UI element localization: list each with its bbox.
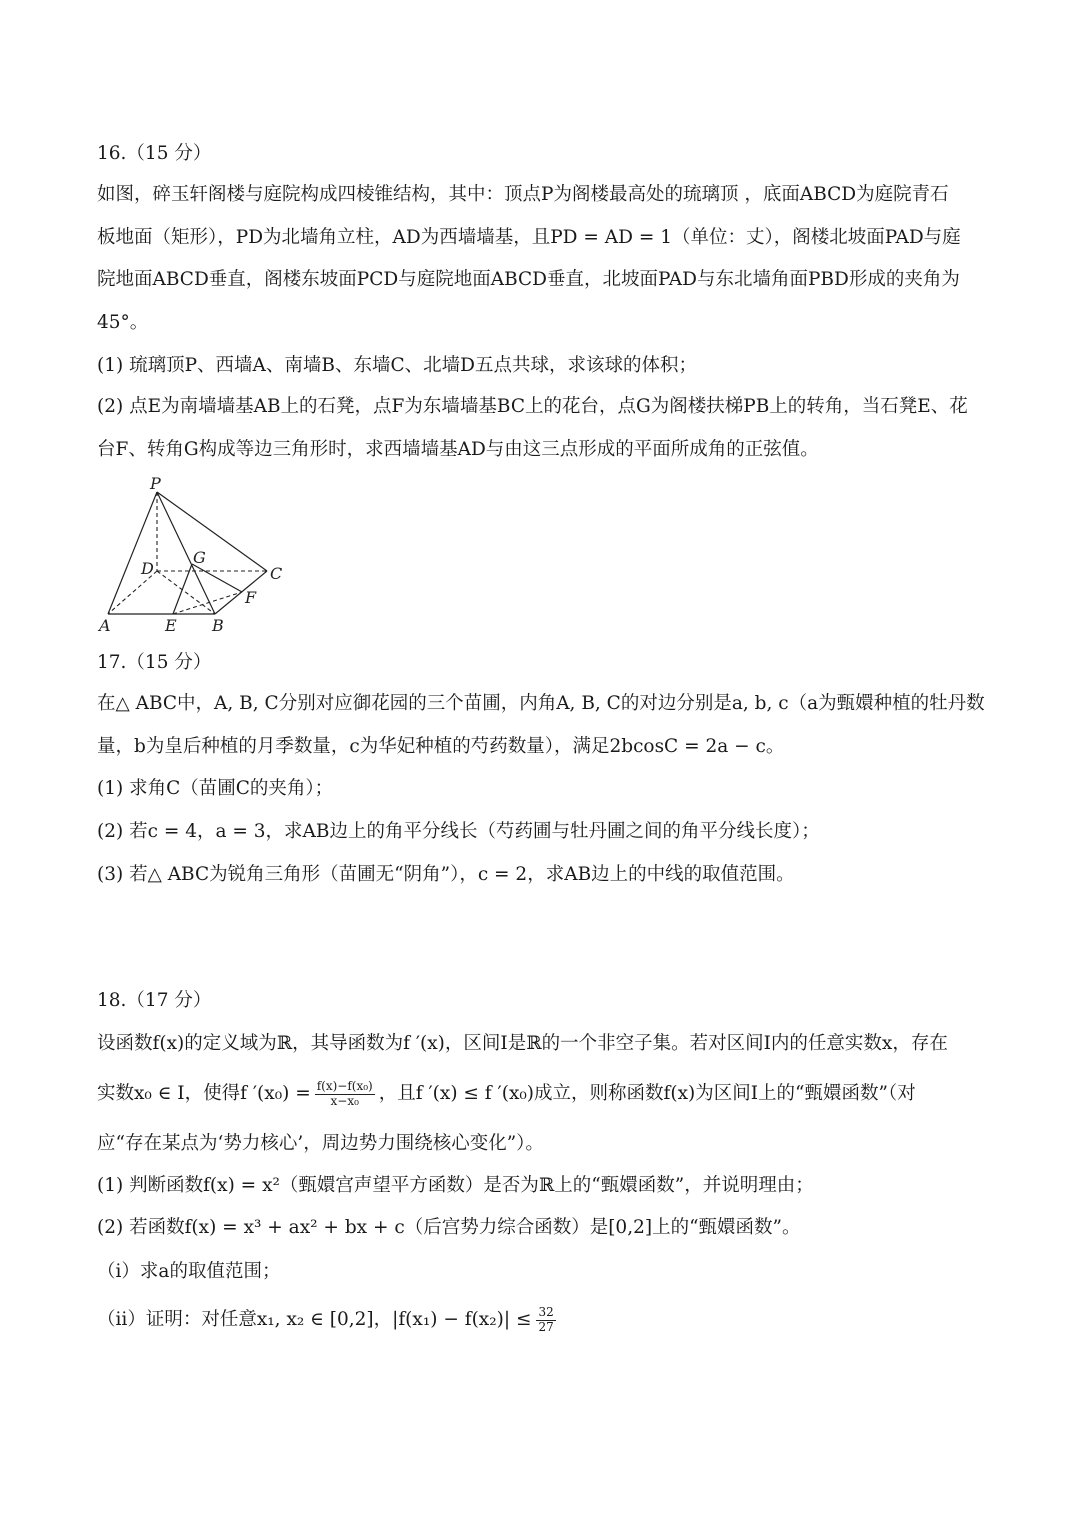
q17-part-3: (3) 若△ ABC为锐角三角形（苗圃无“阴角”），c = 2，求AB边上的中线的取值范围。 — [97, 864, 795, 885]
q18-bound-numerator: 32 — [538, 1305, 554, 1319]
q17-part-1: (1) 求角C（苗圃C的夹角）； — [97, 778, 334, 799]
q18-title: 18.（17 分） — [97, 990, 212, 1011]
q16-stem-line-1: 如图，碎玉轩阁楼与庭院构成四棱锥结构，其中：顶点P为阁楼最高处的琉璃顶 ，底面ABCD为庭院青石 — [97, 184, 949, 205]
q18-part-2: (2) 若函数f(x) = x³ + ax² + bx + c（后宫势力综合函数）是[0,2]上的“甄嬛函数”。 — [97, 1217, 801, 1238]
label-P: P — [150, 474, 161, 493]
edge-DB-hidden — [157, 571, 215, 614]
pyramid-figure — [95, 472, 295, 637]
q18-bound-fraction — [536, 1306, 555, 1335]
edge-GF — [192, 564, 242, 592]
q18-part-2-i: （ⅰ）求a的取值范围； — [97, 1261, 281, 1282]
q17-stem-line-1: 在△ ABC中，A, B, C分别对应御花园的三个苗圃，内角A, B, C的对边分别是a, b, c（a为甄嬛种植的牡丹数 — [97, 693, 985, 714]
q16-part-1: (1) 琉璃顶P、西墙A、南墙B、东墙C、北墙D五点共球，求该球的体积； — [97, 355, 697, 376]
q16-part-2-line-1: (2) 点E为南墙墙基AB上的石凳，点F为东墙墙基BC上的花台，点G为阁楼扶梯PB上的转角，当石凳E、花 — [97, 396, 968, 417]
label-G: G — [193, 548, 206, 567]
q18-stem-line-3: 应“存在某点为‘势力核心’，周边势力围绕核心变化”）。 — [97, 1133, 544, 1154]
q16-part-2-line-2: 台F、转角G构成等边三角形时，求西墙墙基AD与由这三点形成的平面所成角的正弦值。 — [97, 439, 819, 460]
q18-part-2-ii — [97, 1306, 556, 1335]
label-E: E — [165, 616, 177, 635]
q18-bound-denominator: 27 — [538, 1319, 554, 1334]
edge-PB — [157, 492, 215, 614]
label-A: A — [99, 616, 111, 635]
q18-stem-line-1: 设函数f(x)的定义域为ℝ，其导函数为f ′(x)，区间I是ℝ的一个非空子集。若对区间I内的任意实数x，存在 — [97, 1033, 948, 1054]
edge-GE — [173, 564, 192, 614]
edge-PA — [108, 492, 157, 614]
q18-stem-line-2-b: ，且f ′(x) ≤ f ′(x₀)成立，则称函数f(x)为区间I上的“甄嬛函数”（对 — [378, 1083, 916, 1105]
q16-stem-line-4: 45°。 — [97, 312, 149, 333]
label-F: F — [245, 588, 257, 607]
q16-stem-line-2: 板地面（矩形），PD为北墙角立柱，AD为西墙墙基，且PD = AD = 1（单位：丈），阁楼北坡面PAD与庭 — [97, 227, 961, 248]
label-C: C — [270, 564, 283, 583]
q18-part-2-ii-text: （ⅱ）证明：对任意x₁, x₂ ∈ [0,2]，|f(x₁) − f(x₂)| ≤ — [97, 1309, 532, 1331]
q16-stem-line-3: 院地面ABCD垂直，阁楼东坡面PCD与庭院地面ABCD垂直，北坡面PAD与东北墙角面PBD形成的夹角为 — [97, 269, 960, 290]
q17-part-2: (2) 若c = 4，a = 3，求AB边上的角平分线长（芍药圃与牡丹圃之间的角平分线长度）； — [97, 821, 820, 842]
q18-fraction-numerator: f(x)−f(x₀) — [316, 1079, 373, 1093]
q16-title: 16.（15 分） — [97, 143, 212, 164]
label-B: B — [212, 616, 224, 635]
label-D: D — [141, 559, 154, 578]
q17-title: 17.（15 分） — [97, 652, 212, 673]
edge-PC — [157, 492, 267, 571]
q18-fraction-denominator: x−x₀ — [330, 1093, 359, 1108]
q18-stem-line-2 — [97, 1080, 916, 1109]
q18-stem-line-2-a: 实数x₀ ∈ I，使得f ′(x₀) = — [97, 1083, 311, 1105]
q17-stem-line-2: 量，b为皇后种植的月季数量，c为华妃种植的芍药数量），满足2bcosC = 2a − c。 — [97, 736, 785, 757]
q18-fraction — [315, 1080, 375, 1109]
q18-part-1: (1) 判断函数f(x) = x²（甄嬛宫声望平方函数）是否为ℝ上的“甄嬛函数”，并说明理由； — [97, 1175, 814, 1196]
edge-EF-hidden — [173, 592, 242, 614]
